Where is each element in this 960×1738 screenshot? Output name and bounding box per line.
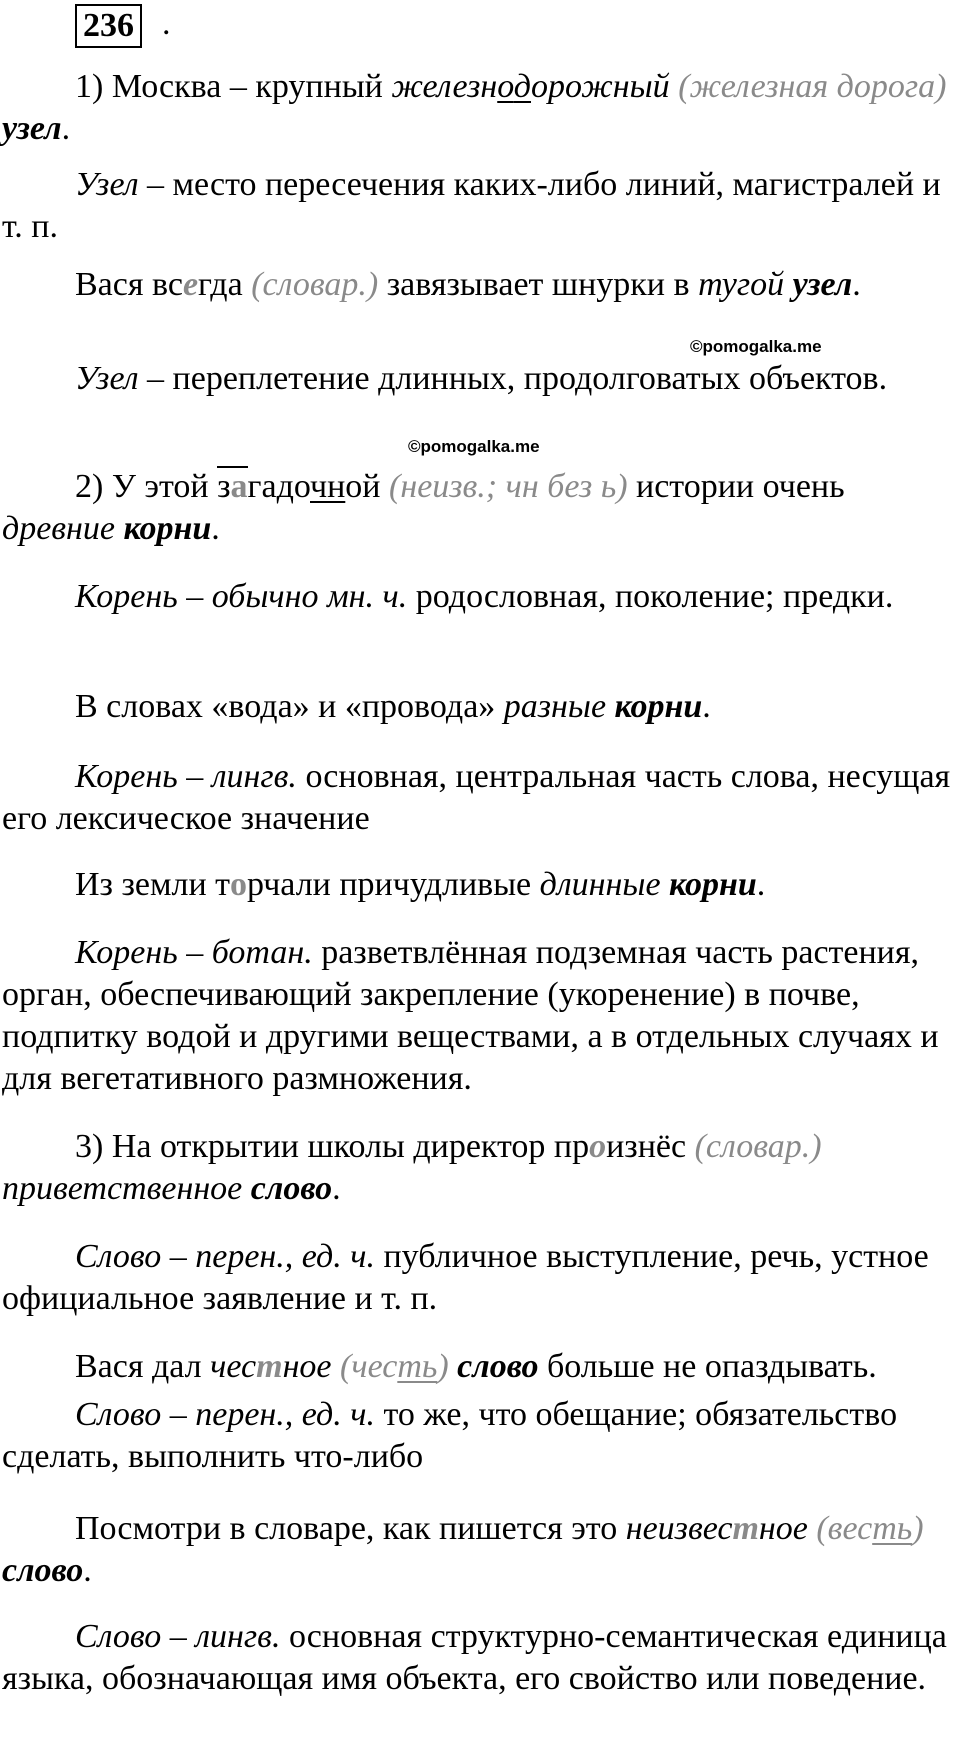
- text: больше не опаздывать.: [538, 1348, 877, 1385]
- text: Вася вс: [75, 266, 183, 303]
- word-part: неизвес: [625, 1510, 733, 1547]
- paragraph-2-example-2: [2, 864, 957, 906]
- text: Вася дал: [75, 1348, 211, 1385]
- text: изнёс: [606, 1128, 695, 1165]
- term: Слово – перен., ед. ч.: [75, 1238, 375, 1275]
- key-word: узел: [792, 266, 853, 303]
- text: В словах «вода» и «провода»: [75, 688, 504, 725]
- definition-text: место пересечения каких-либо линий, магистралей и т. п.: [2, 166, 941, 245]
- paragraph-1-example: [2, 264, 957, 306]
- key-word: корни: [123, 510, 212, 547]
- term: Корень – ботан.: [75, 934, 313, 971]
- punctuation: .: [83, 1552, 92, 1589]
- paragraph-2-example: [2, 686, 957, 728]
- check-word-note: (железная дорога): [669, 68, 947, 105]
- paragraph-3-example-2: [2, 1508, 957, 1592]
- space: [449, 1348, 458, 1385]
- definition-3: [2, 576, 957, 618]
- definition-text: то же, что обещание; обязательство сделать, выполнить что-либо: [2, 1396, 898, 1475]
- definition-1: [2, 164, 957, 248]
- dictionary-note: (словар.): [694, 1128, 822, 1165]
- punctuation: .: [852, 266, 861, 303]
- punctuation: .: [332, 1170, 341, 1207]
- definition-2: [2, 358, 957, 400]
- definition-text: публичное выступление, речь, устное официальное заявление и т. п.: [2, 1238, 929, 1317]
- paragraph-1-sentence: [2, 66, 957, 150]
- highlighted-letter: а: [230, 468, 248, 505]
- term: Узел –: [75, 166, 173, 203]
- punctuation: .: [702, 688, 711, 725]
- text: 2) У этой: [75, 468, 218, 505]
- definition-7: [2, 1394, 957, 1478]
- highlighted-letter: о: [230, 866, 248, 903]
- term: Корень – лингв.: [75, 758, 297, 795]
- adjective: тугой: [698, 266, 785, 303]
- text: Из земли т: [75, 866, 231, 903]
- term: Корень – обычно мн. ч.: [75, 578, 408, 615]
- definition-8: [2, 1616, 957, 1700]
- definition-6: [2, 1236, 957, 1320]
- term: Узел –: [75, 360, 173, 397]
- underlined-letters: чн: [310, 468, 346, 505]
- key-word: слово: [2, 1552, 84, 1589]
- definition-text: родословная, поколение; предки.: [407, 578, 894, 615]
- definition-5: [2, 932, 957, 1100]
- word-part: ное: [282, 1348, 332, 1385]
- word-part: чес: [210, 1348, 257, 1385]
- text: гадо: [247, 468, 310, 505]
- task-number: 236: [83, 7, 134, 44]
- task-number-dot: .: [162, 5, 171, 42]
- check-word-note: (чес: [331, 1348, 398, 1385]
- punctuation: .: [211, 510, 220, 547]
- punctuation: .: [61, 110, 71, 147]
- space: [784, 266, 793, 303]
- definition-text: основная, центральная часть слова, несущая его лексическое значение: [2, 758, 951, 837]
- highlighted-letter: т: [256, 1348, 283, 1385]
- underlined-letter: д: [513, 68, 531, 105]
- text: рчали причудливые: [247, 866, 540, 903]
- space: [115, 510, 124, 547]
- word-part: железн: [391, 68, 498, 105]
- underlined-letter: о: [497, 68, 514, 105]
- paragraph-2-sentence: [2, 466, 957, 550]
- definition-text: переплетение длинных, продолговатых объектов.: [172, 360, 888, 397]
- text: гда: [198, 266, 252, 303]
- paragraph-3-example: [2, 1346, 957, 1388]
- text: 3) На открытии школы директор пр: [75, 1128, 590, 1165]
- check-word-note-end: ): [912, 1510, 924, 1547]
- text: истории очень: [627, 468, 845, 505]
- key-word: узел: [2, 110, 62, 147]
- space: [242, 1170, 251, 1207]
- key-word: корни: [614, 688, 703, 725]
- watermark: ©pomogalka.me: [690, 337, 822, 356]
- word-part: ное: [758, 1510, 808, 1547]
- term: Слово – перен., ед. ч.: [75, 1396, 375, 1433]
- text: завязывает шнурки в: [378, 266, 699, 303]
- space: [606, 688, 615, 725]
- text: 1) Москва – крупный: [75, 68, 392, 105]
- text: ой: [345, 468, 389, 505]
- rule-note: (неизв.; чн без ь): [389, 468, 628, 505]
- definition-text: основная структурно-семантическая единица языка, обозначающая имя объекта, его свойство или поведение.: [2, 1618, 947, 1697]
- adjective: длинные: [539, 866, 661, 903]
- term: Слово – лингв.: [75, 1618, 281, 1655]
- key-word: слово: [250, 1170, 333, 1207]
- definition-4: [2, 756, 957, 840]
- key-word: корни: [669, 866, 757, 903]
- adjective: приветственное: [2, 1170, 243, 1207]
- punctuation: .: [756, 866, 766, 903]
- check-word-note: (вес: [807, 1510, 873, 1547]
- word-part: орожный: [531, 68, 670, 105]
- adjective: древние: [2, 510, 116, 547]
- underlined-letters: ть: [872, 1510, 913, 1547]
- watermark: ©pomogalka.me: [408, 437, 540, 456]
- underlined-letters: ть: [397, 1348, 438, 1385]
- prefix-letter: з: [217, 468, 231, 505]
- task-number-box: [75, 4, 142, 48]
- check-word-note-end: ): [437, 1348, 449, 1385]
- highlighted-letter: о: [589, 1128, 607, 1165]
- dictionary-note: (словар.): [251, 266, 379, 303]
- definition-text: разветвлённая подземная часть растения, орган, обеспечивающий закрепление (укоренение) в почве, подпитку водой и другими веществами, а в отдельных случаях и для вегетативного размножения.: [2, 934, 939, 1097]
- adjective: разные: [503, 688, 607, 725]
- highlighted-letter: т: [732, 1510, 759, 1547]
- space: [661, 866, 670, 903]
- key-word: слово: [457, 1348, 539, 1385]
- paragraph-3-sentence: [2, 1126, 957, 1210]
- highlighted-letter: е: [182, 266, 199, 303]
- text: Посмотри в словаре, как пишется это: [75, 1510, 626, 1547]
